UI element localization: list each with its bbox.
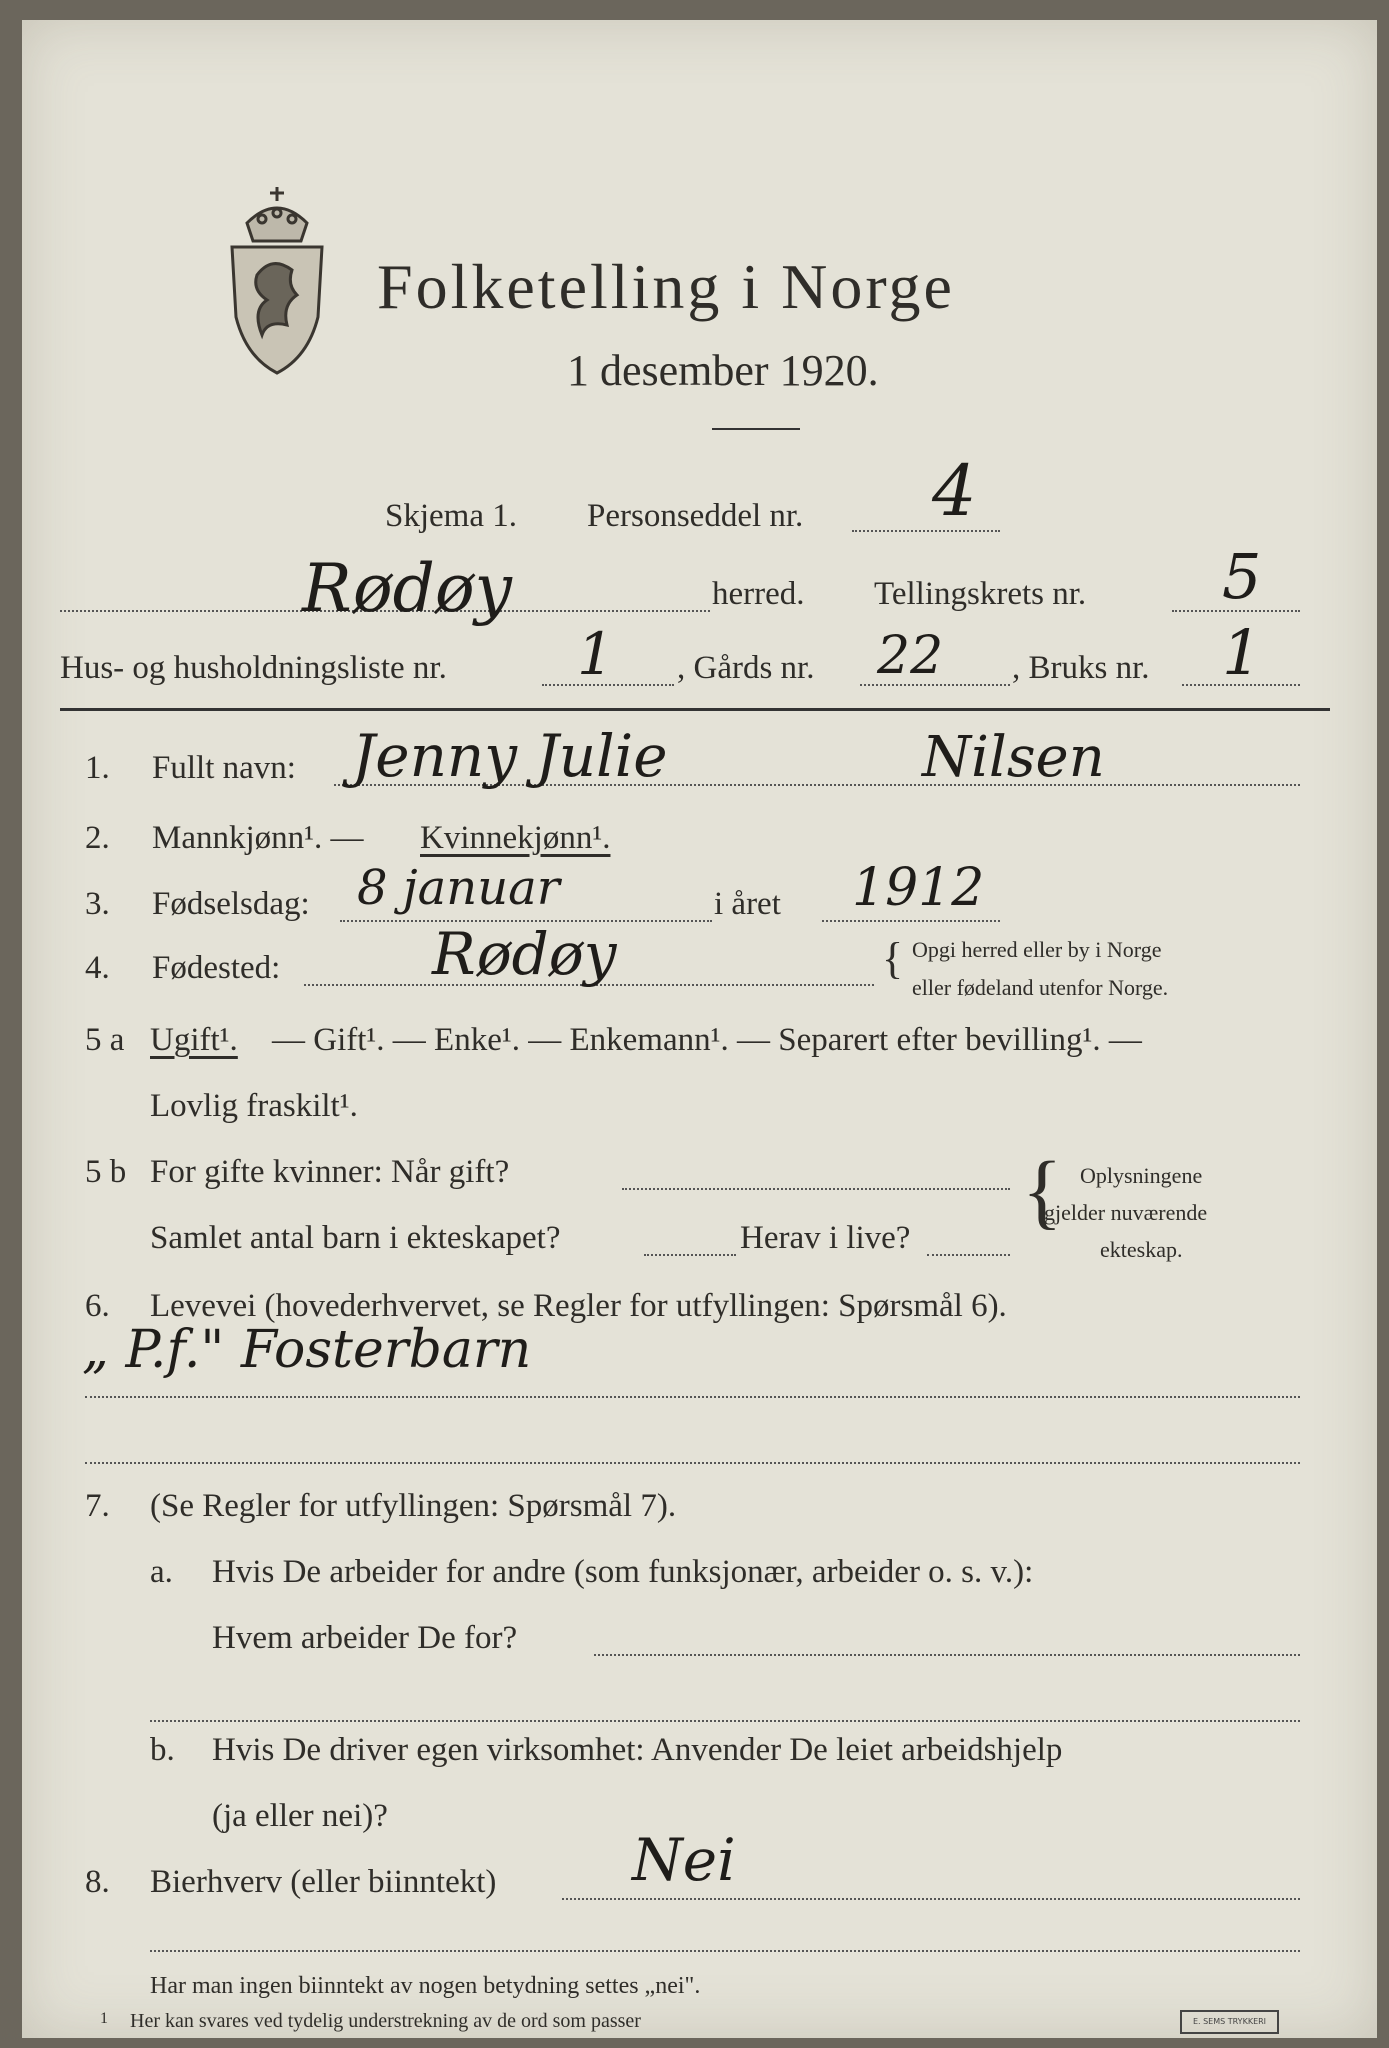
birth-year-value[interactable]: 1912 [852,858,985,918]
q3-year-label: i året [714,886,781,922]
q7-number: 7. [85,1488,110,1524]
q7b-label: Hvis De driver egen virksomhet: Anvender De leiet arbeidshjelp [212,1732,1063,1768]
footnote-text: Her kan svares ved tydelig understrekning av de ord som passer [130,2010,641,2032]
header-rule [60,708,1330,711]
q2-female-underlined[interactable]: Kvinnekjønn¹. [420,820,611,856]
q5b-line2: Samlet antal barn i ekteskapet? [150,1220,561,1256]
q4-note-line2: eller fødeland utenfor Norge. [912,975,1169,1000]
birth-day-value[interactable]: 8 januar [357,860,560,916]
printer-stamp: E. SEMS TRYKKERI [1180,2010,1279,2034]
q7a-label: Hvis De arbeider for andre (som funksjonær, arbeider o. s. v.): [212,1554,1034,1590]
skjema-label: Skjema 1. [385,498,517,534]
census-form-sheet [22,20,1377,2038]
footer-note: Har man ingen biinntekt av nogen betydning settes „nei". [150,1973,701,1999]
census-date: 1 desember 1920. [567,346,879,395]
form-title: Folketelling i Norge [377,251,955,322]
q2-number: 2. [85,820,110,856]
q5b-note-line2: gjelder nuværende [1044,1200,1208,1225]
q7b-line2: (ja eller nei)? [212,1798,388,1834]
full-name-last[interactable]: Nilsen [922,725,1105,790]
q5a-ugift-underlined[interactable]: Ugift¹. [150,1022,238,1058]
q7a-line2: Hvem arbeider De for? [212,1620,518,1656]
personseddel-value[interactable]: 4 [932,450,977,532]
q3-label: Fødselsdag: [152,886,310,922]
norwegian-coat-of-arms-icon [222,185,332,375]
q5a-line2: Lovlig fraskilt¹. [150,1088,358,1124]
q5a-options: — Gift¹. — Enke¹. — Enkemann¹. — Separert efter bevilling¹. — [272,1022,1142,1058]
secondary-income-value[interactable]: Nei [632,1826,736,1894]
occupation-value[interactable]: „ P.f." Fosterbarn [82,1320,532,1380]
q4-label: Fødested: [152,950,281,986]
gards-value[interactable]: 22 [877,626,944,686]
q6-number: 6. [85,1288,110,1324]
q4-brace: { [882,934,904,983]
q6-label: Levevei (hovederhvervet, se Regler for utfyllingen: Spørsmål 6). [150,1288,1007,1324]
q1-number: 1. [85,750,110,786]
tellingskrets-label: Tellingskrets nr. [874,576,1087,612]
q5b-note-line3: ekteskap. [1100,1237,1183,1262]
q5b-label: For gifte kvinner: Når gift? [150,1154,510,1190]
herred-label: herred. [712,576,805,612]
q7a-number: a. [150,1554,173,1590]
husholdning-value[interactable]: 1 [577,620,614,688]
q5b-live-label: Herav i live? [740,1220,911,1256]
q7b-number: b. [150,1732,175,1768]
personseddel-label: Personseddel nr. [587,498,804,534]
title-divider [712,428,800,430]
q8-label: Bierhverv (eller biinntekt) [150,1864,497,1900]
q5b-brace: { [1022,1145,1063,1238]
q2-male: Mannkjønn¹. — [152,820,364,856]
full-name-first[interactable]: Jenny Julie [352,722,668,790]
q7-label: (Se Regler for utfyllingen: Spørsmål 7). [150,1488,677,1524]
bruks-value[interactable]: 1 [1222,616,1262,689]
q4-number: 4. [85,950,110,986]
q5a-number: 5 a [85,1022,125,1058]
footnote-mark: 1 [100,2010,108,2027]
q5b-number: 5 b [85,1154,127,1190]
herred-value[interactable]: Rødøy [302,550,512,627]
q8-number: 8. [85,1864,110,1900]
husholdning-label: Hus- og husholdningsliste nr. [60,650,447,686]
q3-number: 3. [85,886,110,922]
q1-label: Fullt navn: [152,750,296,786]
q4-note-line1: Opgi herred eller by i Norge [912,937,1162,962]
q5b-note-line1: Oplysningene [1080,1163,1203,1188]
tellingskrets-value[interactable]: 5 [1222,540,1262,613]
gards-label: , Gårds nr. [677,650,815,686]
bruks-label: , Bruks nr. [1012,650,1150,686]
birthplace-value[interactable]: Rødøy [432,920,617,988]
